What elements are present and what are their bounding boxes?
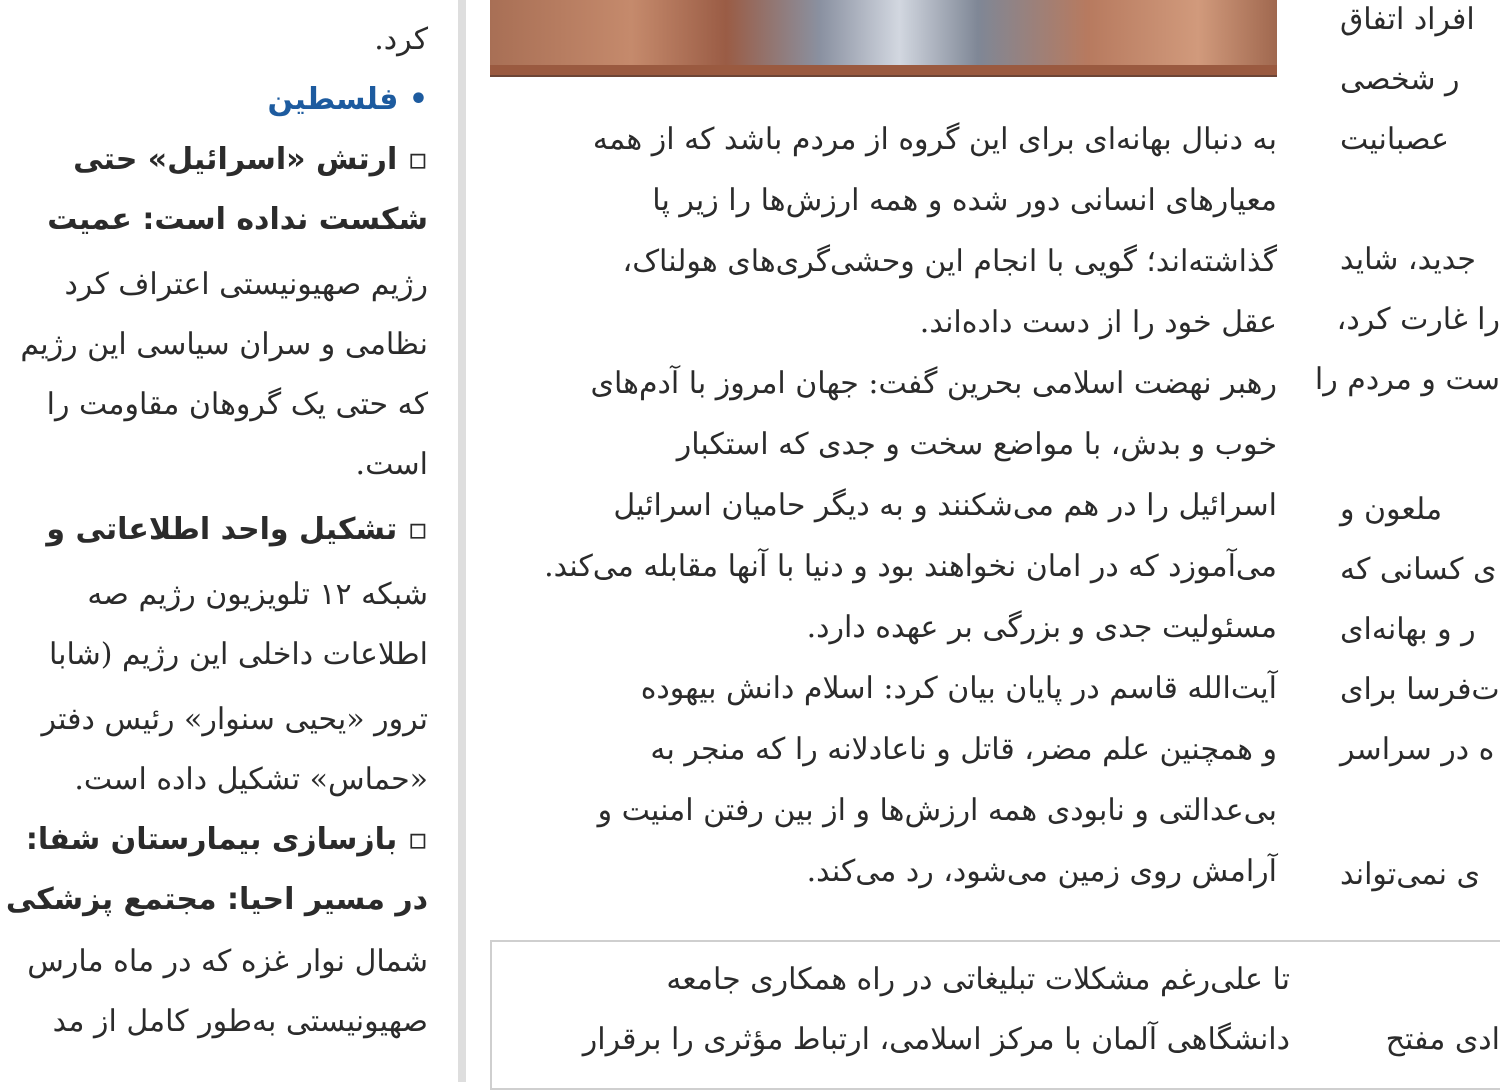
right-article-column	[1314, 0, 1500, 1082]
right-line: ت‌فرسا برای	[1340, 672, 1500, 707]
right-line: ی کسانی که	[1340, 552, 1497, 587]
left-line: شکست نداده است: عمیت	[47, 202, 428, 237]
left-line: شمال نوار غزه که در ماه مارس	[27, 944, 428, 979]
left-line: نظامی و سران سیاسی این رژیم	[20, 327, 428, 362]
middle-line: آرامش روی زمین می‌شود، رد می‌کند.	[806, 854, 1277, 889]
article-photo	[490, 0, 1277, 77]
right-line: ست و مردم را	[1314, 362, 1500, 397]
middle-line: معیارهای انسانی دور شده و همه ارزش‌ها را زیر پا	[652, 183, 1277, 218]
right-line: ملعون و	[1340, 492, 1443, 527]
middle-line: رهبر نهضت اسلامی بحرین گفت: جهان امروز با آدم‌های	[590, 366, 1277, 401]
right-line: ر و بهانه‌ای	[1340, 612, 1476, 647]
middle-article-column	[490, 120, 1277, 910]
middle-line: آیت‌الله قاسم در پایان بیان کرد: اسلام دانش بیهوده	[640, 671, 1277, 706]
left-line: است.	[355, 447, 428, 482]
right-line: ه در سراسر	[1340, 732, 1495, 767]
info-box-line: تا علی‌رغم مشکلات تبلیغاتی در راه همکاری جامعه	[666, 962, 1290, 997]
left-line: که حتی یک گروهان مقاومت را	[46, 387, 428, 422]
middle-line: و همچنین علم مضر، قاتل و ناعادلانه را که منجر به	[650, 732, 1277, 767]
left-line: اطلاعات داخلی این رژیم (شابا	[49, 637, 428, 672]
right-line: ی نمی‌تواند	[1340, 857, 1480, 892]
right-line: جدید، شاید	[1340, 242, 1476, 277]
left-line: ترور «یحیی سنوار» رئیس دفتر	[41, 702, 428, 737]
left-line: «حماس» تشکیل داده است.	[74, 762, 428, 797]
middle-line: خوب و بدش، با مواضع سخت و جدی که استکبار	[676, 427, 1277, 462]
info-box-right-fragment: ادی مفتح	[1385, 1022, 1500, 1057]
left-line: ▫ تشکیل واحد اطلاعاتی و	[46, 512, 428, 547]
info-box-line: دانشگاهی آلمان با مرکز اسلامی، ارتباط مؤثری را برقرار	[582, 1022, 1290, 1057]
left-line: ▫ ارتش «اسرائیل» حتی	[73, 142, 428, 177]
middle-line: مسئولیت جدی و بزرگی بر عهده دارد.	[806, 610, 1277, 645]
right-line: افراد اتفاق	[1340, 2, 1475, 37]
right-line: را غارت کرد،	[1336, 302, 1500, 337]
info-box-text	[520, 960, 1290, 1080]
column-divider	[458, 0, 466, 1082]
left-line: • فلسطین	[267, 82, 428, 117]
left-line: کرد.	[374, 22, 428, 57]
middle-line: گذاشته‌اند؛ گویی با انجام این وحشی‌گری‌های هولناک،	[622, 244, 1277, 279]
middle-line: بی‌عدالتی و نابودی همه ارزش‌ها و از بین رفتن امنیت و	[597, 793, 1277, 828]
right-line: ر شخصی	[1340, 62, 1460, 97]
left-line: صهیونیستی به‌طور کامل از مد	[52, 1004, 428, 1039]
middle-line: اسرائیل را در هم می‌شکنند و به دیگر حامیان اسرائیل	[613, 488, 1277, 523]
middle-line: به دنبال بهانه‌ای برای این گروه از مردم باشد که از همه	[592, 122, 1277, 157]
left-line: رژیم صهیونیستی اعتراف کرد	[64, 267, 428, 302]
middle-line: می‌آموزد که در امان نخواهند بود و دنیا با آنها مقابله می‌کند.	[544, 549, 1277, 584]
left-line: شبکه ۱۲ تلویزیون رژیم صه	[87, 577, 428, 612]
left-line: در مسیر احیا: مجتمع پزشکی	[5, 882, 428, 917]
left-article-column	[0, 0, 428, 1082]
middle-line: عقل خود را از دست داده‌اند.	[919, 305, 1277, 340]
left-line: ▫ بازسازی بیمارستان شفا:	[25, 822, 428, 857]
right-line: عصبانیت	[1340, 122, 1449, 157]
